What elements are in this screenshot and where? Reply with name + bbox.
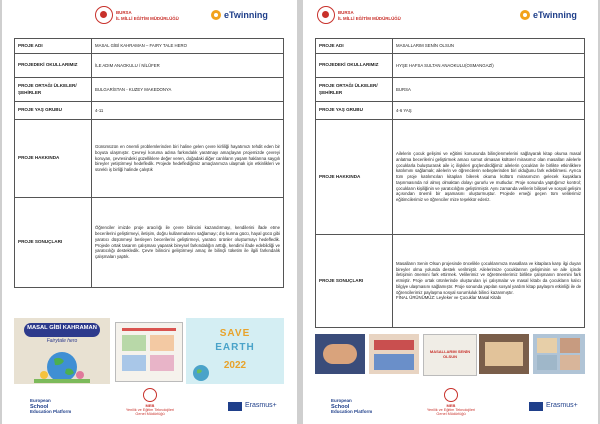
erasmus-text: Erasmus+ (245, 402, 277, 409)
activity-photo-4 (533, 334, 585, 374)
book-subtitle: Fairytale hero (46, 338, 78, 344)
book-cover-image (14, 318, 110, 384)
meb-seal-icon (95, 6, 113, 24)
yegitek-text-2: Genel Müdürlüğü (436, 412, 466, 417)
etwinning-star-icon (210, 9, 222, 21)
meb-seal-icon (444, 388, 458, 402)
etwinning-text: eTwinning (224, 10, 268, 20)
row-key: PROJEDEKİ OKULLARIMIZ (316, 54, 393, 78)
activity-photo-3 (479, 334, 529, 374)
book-title: MASAL GİBİ KAHRAMAN (27, 325, 97, 331)
logo-text-1: BURSA (338, 10, 354, 15)
yegitek-text-2: Genel Müdürlüğü (135, 412, 165, 417)
european-school-logo (331, 399, 372, 415)
eschool-text-3: Education Platform (30, 408, 72, 414)
row-key: PROJE YAŞ GRUBU (15, 102, 92, 120)
project-table (315, 38, 585, 328)
etwinning-logo (210, 9, 280, 23)
meb-text: MEB (446, 403, 456, 408)
row-key: PROJE YAŞ GRUBU (316, 102, 393, 120)
logo-text-2: İL MİLLİ EĞİTİM MÜDÜRLÜĞÜ (338, 16, 401, 21)
row-key: PROJE SONUÇLARI (316, 235, 393, 328)
activity-photo-1 (315, 334, 365, 374)
etwinning-star-icon (519, 9, 531, 21)
row-value: MASALLARIM SENİN OLSUN (393, 39, 585, 54)
row-value: BULGARİSTAN - KUZEY MAKEDONYA (92, 78, 284, 102)
logo-text-1: BURSA (116, 10, 132, 15)
row-value: Günümüzün en önemli problemlerinden biri haline gelen çevre kirliliği hayatımızı tehdit eden bir boyuta ulaşmıştır. Çevreyi koruma adına farkındalık yaratmayı amaçlayan projemizde çevreyi koruyan, çevresindeki güzelliklere değer veren, doğadaki diğer canlıların yaşam haklarına saygılı bireyler yetiştirmeyi hedefledik. Projede hedeflediğimiz amaçlarımıza ulaşmak için etkinlikleri ve süreklı iş birliği halinde çalıştık (92, 120, 284, 198)
page-footer (303, 386, 598, 424)
row-value: Öğrenciler imizde proje aracılığı ile çevre bilincini kazandırmayı, kendilerini ifade etme becerilerini geliştirmeyi, iletişim, doğru kullanmalarını sağlamayı; dış kurma gücü, hayal gücü gibi yaratıcı düşünmeyi besleyen becerilerini geliştirmeyi, yaratıcı ürünler oluşturmayı hedefledik. Projede ortak tasarım çalışması yaparak bireysel farkındalığın arttığı, kendimi ifade edebildiği ve yaratıcılığı destekledik. Çevre bilincini geliştirmeyi amaç ile bilinçli tüketim ile ilgili farkındalık çalışmaları yaptık. (92, 198, 284, 288)
poster-year: 2022 (223, 360, 247, 371)
earth-illustration-icon (34, 345, 90, 383)
row-key: PROJE ORTAĞI ÜLKELER/ŞEHİRLER (316, 78, 393, 102)
row-key: PROJE HAKKINDA (15, 120, 92, 198)
eu-flag-icon (529, 402, 543, 411)
book-title: MASALLARIM SENİN OLSUN (429, 349, 471, 359)
row-key: PROJEDEKİ OKULLARIMIZ (15, 54, 92, 78)
eschool-text-2: School (331, 403, 350, 410)
eschool-text-1: European (331, 398, 352, 403)
globe-icon (192, 364, 210, 382)
save-earth-poster (186, 318, 284, 384)
eschool-text-1: European (30, 398, 51, 403)
row-value: İLE ADIM ANAOKULU / NİLÜFER (92, 54, 284, 78)
page-footer (2, 386, 297, 424)
meb-text: MEB (145, 403, 155, 408)
meb-seal-icon (317, 6, 335, 24)
photo-gallery (14, 318, 284, 384)
eu-flag-icon (228, 402, 242, 411)
photo-gallery (315, 334, 585, 386)
page-header (2, 0, 297, 38)
row-key: PROJE ORTAĞI ÜLKELER/ŞEHİRLER (15, 78, 92, 102)
row-value: HYŞE HAFSA SULTAN ANAOKULU(OSMANGAZİ) (393, 54, 585, 78)
meb-yegitek-logo (122, 388, 178, 416)
row-value: 4-11 (92, 102, 284, 120)
meb-bursa-logo (95, 6, 195, 28)
poster-line-1: SAVE (219, 328, 251, 339)
etwinning-logo (519, 9, 589, 23)
eschool-text-3: Education Platform (331, 408, 373, 414)
row-key: PROJE HAKKINDA (316, 120, 393, 235)
worksheet-photo (115, 322, 183, 382)
european-school-logo (30, 399, 71, 415)
row-value: MASAL GİBİ KAHRAMAN – FAIRY TALE HERO (92, 39, 284, 54)
yegitek-text: Yenilik ve Eğitim Teknolojileri (125, 408, 175, 412)
book-cover-photo (423, 334, 477, 376)
row-value: Masalların Senin Olsun projesinde öncelikle çocuklarımıza masallara ve kitaplara karşı ilgi duyan bireyler olma yolunda destek verilmiştir. Ailelerimize çocuklarının gelişiminin ve aile içinde iletişimin önemini fark ettirmek. Velilerimiz ve öğretmenlerimiz birlikte çalışmanın önemini fark etmiştir. Proje ortak ürünlerinde oluşturulan iyi çalışmalar ve masal kitabı da çocukların kalıcı bilgiye ulaşmasını sağlamıştır. Proje sonunda yapılan sosyal yardım kitap paylaşım etkinliği ile de öğrencilerimiz paylaşma sosyal sorumluluk bilinci kazanmıştır. FİNAL ÜRÜNÜMÜZ: Leyleker ve Çocuklar Masal Kitabı (393, 235, 585, 328)
meb-yegitek-logo (423, 388, 479, 416)
yegitek-text: Yenilik ve Eğitim Teknolojileri (426, 408, 476, 412)
activity-photo-2 (369, 334, 419, 374)
page-left (2, 0, 297, 424)
row-key: PROJE ADI (316, 39, 393, 54)
project-table (14, 38, 284, 288)
row-key: PROJE ADI (15, 39, 92, 54)
erasmus-text: Erasmus+ (546, 402, 578, 409)
meb-seal-icon (143, 388, 157, 402)
etwinning-text: eTwinning (533, 10, 577, 20)
page-header (303, 0, 598, 38)
poster-line-2: EARTH (215, 342, 255, 353)
eschool-text-2: School (30, 403, 49, 410)
row-key: PROJE SONUÇLARI (15, 198, 92, 288)
meb-bursa-logo (317, 6, 417, 28)
row-value: 4-6 YAŞ (393, 102, 585, 120)
logo-text-2: İL MİLLİ EĞİTİM MÜDÜRLÜĞÜ (116, 16, 179, 21)
row-value: BURSA (393, 78, 585, 102)
row-value: Ailelerin çocuk gelişimi ve eğitimi konusunda bilinçlenmelerini sağlayarak kitap okuma masal anlatma becerilerini geliştirmek amacı somut olmasan kültürel mirasımız olan masalları ailelerle çocuklarla buluşturarak aile iç ilişkileri güçlendirdiğimiz ailelerin çocukları ile birlikte etkinliklere katılımını sağlamak; ailelerin ve öğrencilerin sebeplerinden biri olduğunu fark edebilmesi. Ayrıca tüm proje katılımcıları kitapları bilerek okuma kültürü mirasımızın gelecek kuşaklara taşınmasında rol almış olmaktan dolayı gururlu ve mutludur. Proje sonunda yaptığımız kontrol; çocukların kişiliğinin ve yaratıcılığını geliştirmiştir. Aynı zamanda velilerin bilişsel ve sosyal gelişim açısından önemli bir aşamasını oluşturmuştur. Projede emeği geçen tüm velilerimiz eğitimcilerimiz ve öğrenciler mize teşekkür ederiz. (393, 120, 585, 235)
page-right (303, 0, 598, 424)
